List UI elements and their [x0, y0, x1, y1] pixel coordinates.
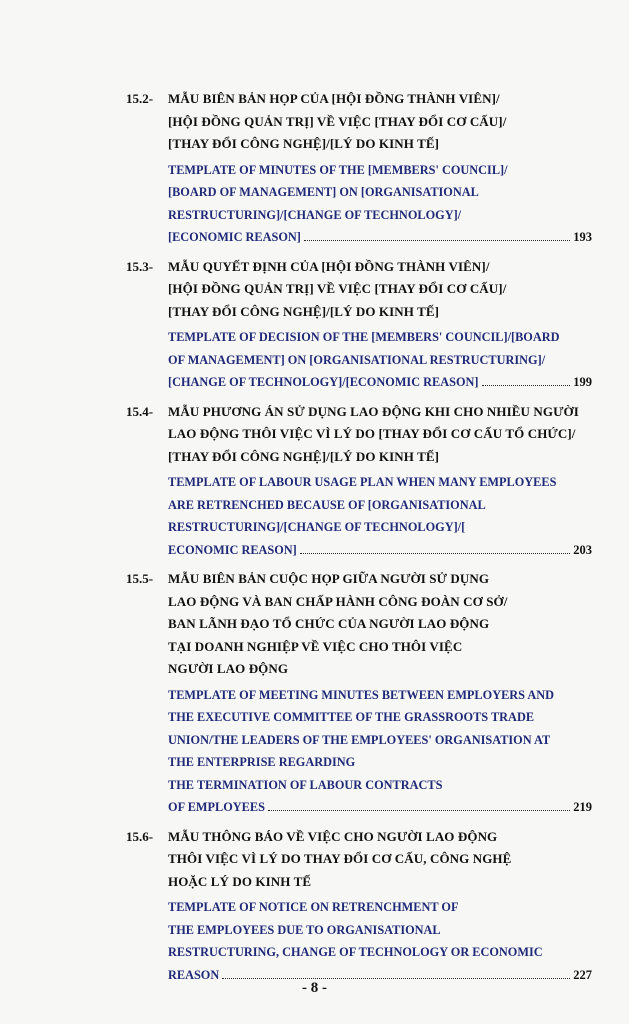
english-title: [168, 471, 592, 561]
en-line: RESTRUCTURING]/[CHANGE OF TECHNOLOGY]/: [168, 207, 462, 222]
vn-line: MẪU THÔNG BÁO VỀ VIỆC CHO NGƯỜI LAO ĐỘNG: [168, 828, 498, 844]
en-line: THE TERMINATION OF LABOUR CONTRACTS: [168, 777, 443, 792]
vietnamese-title: [168, 88, 592, 156]
toc-entry[interactable]: [0, 568, 629, 819]
entry-number: 15.4-: [126, 403, 154, 419]
en-line: UNION/THE LEADERS OF THE EMPLOYEES' ORGANISATION AT: [168, 732, 551, 747]
vn-line: [THAY ĐỔI CÔNG NGHỆ]/[LÝ DO KINH TẾ]: [168, 303, 440, 319]
entry-number: 15.5-: [126, 571, 154, 586]
page-ref[interactable]: 219: [573, 800, 592, 814]
english-title: [168, 326, 592, 394]
toc-entry[interactable]: [0, 88, 629, 249]
page-ref[interactable]: 193: [573, 230, 592, 244]
page-ref[interactable]: 227: [573, 967, 592, 982]
vn-line: [THAY ĐỔI CÔNG NGHỆ]/[LÝ DO KINH TẾ]: [168, 136, 440, 151]
page-ref[interactable]: 199: [573, 375, 592, 389]
en-last-line: [168, 539, 592, 562]
en-line: TEMPLATE OF DECISION OF THE [MEMBERS' COUNCIL]/[BOARD: [168, 330, 560, 344]
vn-line: THÔI VIỆC VÌ LÝ DO THAY ĐỔI CƠ CẤU, CÔNG NGHỆ: [168, 851, 512, 866]
toc-entry[interactable]: [0, 256, 629, 394]
dot-leader: [304, 240, 570, 241]
vn-line: TẠI DOANH NGHIỆP VỀ VIỆC CHO THÔI VIỆC: [168, 638, 463, 654]
english-title: [168, 159, 592, 249]
en-line: [BOARD OF MANAGEMENT] ON [ORGANISATIONAL: [168, 185, 479, 199]
vn-line: HOẶC LÝ DO KINH TẾ: [168, 873, 312, 889]
en-last-line: [168, 371, 592, 394]
dot-leader: [482, 385, 571, 386]
en-line: OF MANAGEMENT] ON [ORGANISATIONAL RESTRUCTURING]/: [168, 352, 546, 367]
vn-line: NGƯỜI LAO ĐỘNG: [168, 661, 289, 676]
vn-line: BAN LÃNH ĐẠO TỔ CHỨC CỦA NGƯỜI LAO ĐỘNG: [168, 616, 490, 631]
en-line: THE EXECUTIVE COMMITTEE OF THE GRASSROOTS TRADE: [168, 710, 535, 724]
vn-line: [HỘI ĐỒNG QUẢN TRỊ] VỀ VIỆC [THAY ĐỔI CƠ CẤU]/: [168, 281, 507, 296]
en-line: RESTRUCTURING]/[CHANGE OF TECHNOLOGY]/[: [168, 520, 466, 534]
english-title: [168, 896, 592, 986]
vn-line: [HỘI ĐỒNG QUẢN TRỊ] VỀ VIỆC [THAY ĐỔI CƠ CẤU]/: [168, 113, 507, 129]
dot-leader: [268, 810, 570, 811]
vn-line: MẪU BIÊN BẢN HỌP CỦA [HỘI ĐỒNG THÀNH VIÊN]/: [168, 91, 500, 106]
vietnamese-title: [168, 401, 592, 469]
en-line: TEMPLATE OF MEETING MINUTES BETWEEN EMPLOYERS AND: [168, 687, 555, 702]
vn-line: [THAY ĐỔI CÔNG NGHỆ]/[LÝ DO KINH TẾ]: [168, 448, 440, 464]
vietnamese-title: [168, 568, 592, 681]
en-line: [CHANGE OF TECHNOLOGY]/[ECONOMIC REASON]: [168, 375, 479, 389]
toc-entry[interactable]: [0, 826, 629, 987]
toc-entry[interactable]: [0, 401, 629, 562]
en-line: TEMPLATE OF LABOUR USAGE PLAN WHEN MANY EMPLOYEES: [168, 475, 557, 489]
dot-leader: [300, 553, 570, 554]
en-line: TEMPLATE OF MINUTES OF THE [MEMBERS' COUNCIL]/: [168, 162, 508, 177]
en-last-line: [168, 796, 592, 819]
en-line: RESTRUCTURING, CHANGE OF TECHNOLOGY OR ECONOMIC: [168, 945, 543, 959]
en-line: THE ENTERPRISE REGARDING: [168, 755, 356, 769]
en-line: ECONOMIC REASON]: [168, 542, 297, 557]
vn-line: MẪU QUYẾT ĐỊNH CỦA [HỘI ĐỒNG THÀNH VIÊN]/: [168, 258, 490, 274]
entry-number: 15.2-: [126, 91, 154, 106]
vietnamese-title: [168, 256, 592, 324]
page-number: - 8 -: [302, 980, 327, 996]
vn-line: LAO ĐỘNG THÔI VIỆC VÌ LÝ DO [THAY ĐỔI CƠ CẤU TỔ CHỨC]/: [168, 426, 576, 441]
vietnamese-title: [168, 826, 592, 894]
vn-line: LAO ĐỘNG VÀ BAN CHẤP HÀNH CÔNG ĐOÀN CƠ SỞ/: [168, 593, 508, 609]
en-line: [ECONOMIC REASON]: [168, 230, 301, 244]
en-line: ARE RETRENCHED BECAUSE OF [ORGANISATIONAL: [168, 497, 486, 512]
vn-line: MẪU PHƯƠNG ÁN SỬ DỤNG LAO ĐỘNG KHI CHO NHIỀU NGƯỜI: [168, 403, 579, 419]
vn-line: MẪU BIÊN BẢN CUỘC HỌP GIỮA NGƯỜI SỬ DỤNG: [168, 571, 490, 586]
entry-number: 15.6-: [126, 828, 154, 844]
english-title: [168, 684, 592, 819]
en-line: THE EMPLOYEES DUE TO ORGANISATIONAL: [168, 922, 441, 937]
toc-entries: [0, 88, 629, 993]
en-line: TEMPLATE OF NOTICE ON RETRENCHMENT OF: [168, 900, 459, 914]
en-last-line: [168, 226, 592, 249]
en-line: REASON: [168, 967, 220, 982]
dot-leader: [222, 978, 570, 979]
page-ref[interactable]: 203: [573, 542, 592, 557]
entry-number: 15.3-: [126, 258, 154, 274]
en-line: OF EMPLOYEES: [168, 800, 265, 814]
